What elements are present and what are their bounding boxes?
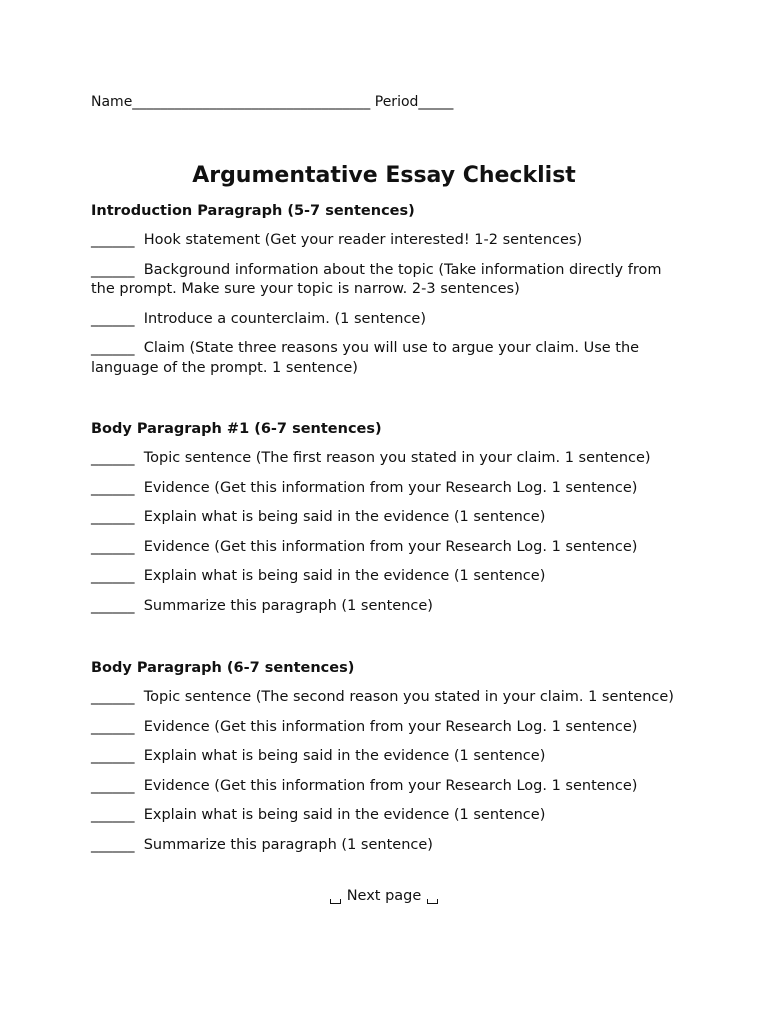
item-text: Evidence (Get this information from your Research Log. 1 sentence) <box>143 479 638 496</box>
check-blank: ______ <box>91 479 135 496</box>
item-text: Explain what is being said in the evidence (1 sentence) <box>143 568 546 584</box>
checklist-item <box>91 567 681 587</box>
item-text: Evidence (Get this information from your Research Log. 1 sentence) <box>143 718 638 735</box>
checklist-item <box>91 261 681 300</box>
item-text: Hook statement (Get your reader interested! 1-2 sentences) <box>143 232 583 248</box>
check-blank: ______ <box>91 450 135 466</box>
name-period-line: Name__________________________________ Period_____ <box>91 94 454 110</box>
checklist-item <box>91 231 681 251</box>
item-text: Topic sentence (The second reason you stated in your claim. 1 sentence) <box>143 689 674 705</box>
checklist-item <box>91 806 681 826</box>
check-blank: ______ <box>91 538 135 555</box>
item-text: Evidence (Get this information from your Research Log. 1 sentence) <box>143 777 638 794</box>
box-icon <box>427 899 438 904</box>
section-body-paragraph-2 <box>91 658 681 865</box>
check-blank: ______ <box>91 310 135 327</box>
item-text: Evidence (Get this information from your Research Log. 1 sentence) <box>143 538 638 555</box>
checklist-item <box>91 597 681 617</box>
checklist-item <box>91 836 681 856</box>
check-blank: ______ <box>91 568 135 584</box>
checklist-item <box>91 479 681 499</box>
item-text: Explain what is being said in the evidence (1 sentence) <box>143 748 546 764</box>
check-blank: ______ <box>91 509 135 525</box>
check-blank: ______ <box>91 261 135 278</box>
section-heading: Body Paragraph #1 (6-7 sentences) <box>91 421 382 437</box>
item-text: Explain what is being said in the evidence (1 sentence) <box>143 807 546 823</box>
item-text: Background information about the topic (Take information directly from the prompt. Make sure your topic is narrow. 2-3 sentences) <box>91 261 662 297</box>
check-blank: ______ <box>91 777 135 794</box>
section-body-paragraph-1 <box>91 419 681 626</box>
section-introduction <box>91 201 681 388</box>
check-blank: ______ <box>91 232 135 248</box>
checklist-item <box>91 508 681 528</box>
next-page-label: Next page <box>346 888 422 904</box>
check-blank: ______ <box>91 748 135 764</box>
checklist-page <box>91 92 691 904</box>
item-text: Introduce a counterclaim. (1 sentence) <box>143 310 427 327</box>
item-text: Summarize this paragraph (1 sentence) <box>143 836 433 853</box>
checklist-item <box>91 777 681 797</box>
item-text: Topic sentence (The first reason you stated in your claim. 1 sentence) <box>143 450 651 466</box>
check-blank: ______ <box>91 718 135 735</box>
check-blank: ______ <box>91 597 135 614</box>
check-blank: ______ <box>91 689 135 705</box>
check-blank: ______ <box>91 836 135 853</box>
page-title: Argumentative Essay Checklist <box>192 163 576 188</box>
checklist-item <box>91 718 681 738</box>
checklist-item <box>91 310 681 330</box>
checklist-item <box>91 688 681 708</box>
item-text: Claim (State three reasons you will use to argue your claim. Use the language of the prompt. 1 sentence) <box>91 340 640 376</box>
check-blank: ______ <box>91 340 135 356</box>
checklist-item <box>91 538 681 558</box>
box-icon <box>330 899 341 904</box>
checklist-item <box>91 449 681 469</box>
checklist-item <box>91 747 681 767</box>
next-page-footer <box>91 886 677 906</box>
check-blank: ______ <box>91 807 135 823</box>
checklist-item <box>91 339 681 378</box>
item-text: Summarize this paragraph (1 sentence) <box>143 597 433 614</box>
section-heading: Introduction Paragraph (5-7 sentences) <box>91 203 415 219</box>
item-text: Explain what is being said in the evidence (1 sentence) <box>143 509 546 525</box>
section-heading: Body Paragraph (6-7 sentences) <box>91 660 355 676</box>
